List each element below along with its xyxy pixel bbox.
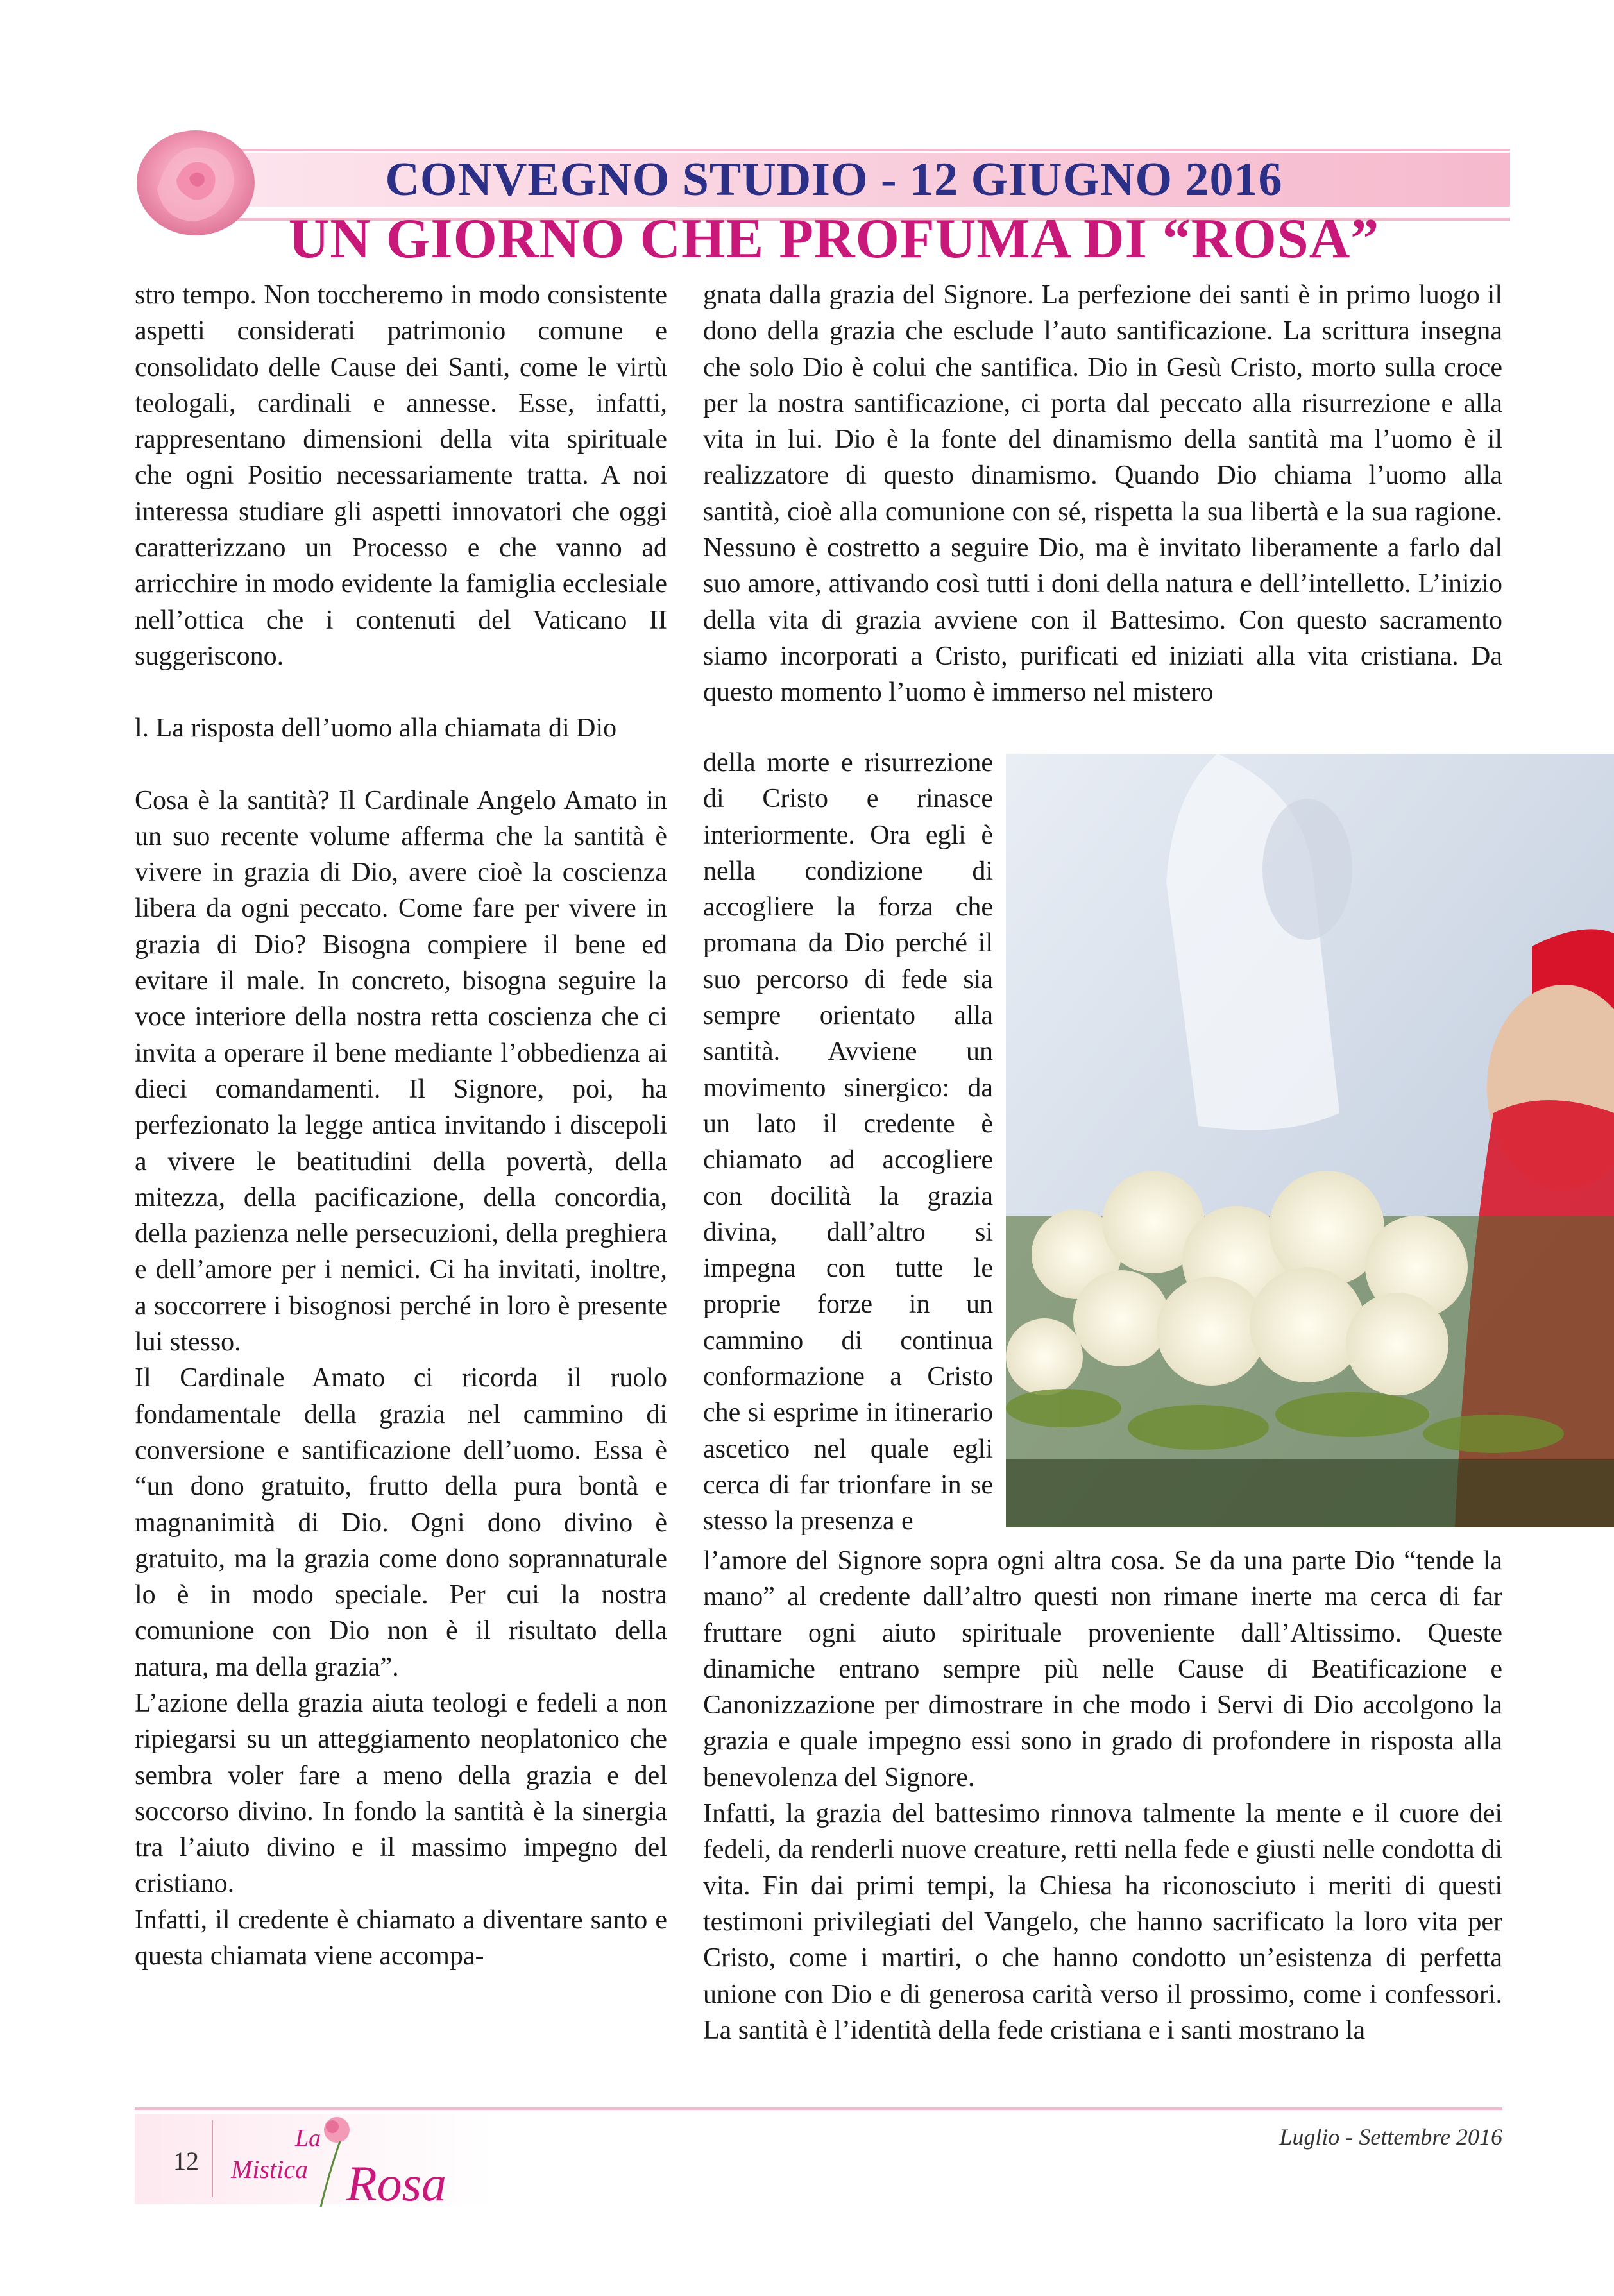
magazine-logo-la: La (295, 2125, 321, 2152)
right-column-top (703, 277, 1502, 711)
paragraph: Infatti, il credente è chiamato a diventare santo e questa chiamata viene accompa- (135, 1905, 667, 1971)
page-title-line2: UN GIORNO CHE PROFUMA DI “ROSA” (288, 208, 1380, 270)
paragraph: l’amore del Signore sopra ogni altra cosa. Se da una parte Dio “tende la mano” al credente dall’altro questi non rimane inerte ma cerca di far fruttare ogni aiuto spirituale proveniente dall’Altissimo. Queste dinamiche entrano sempre più nelle Cause di Beatificazione e Canonizzazione per dimostrare in che modo i Servi di Dio accolgono la grazia e quale impegno essi sono in grado di profondere in risposta alla benevolenza del Signore. (703, 1546, 1502, 1792)
section-heading: l. La risposta dell’uomo alla chiamata di Dio (135, 713, 617, 744)
cardinal-photo (1006, 754, 1614, 1527)
right-column-wrap (703, 745, 993, 1540)
paragraph: stro tempo. Non toccheremo in modo consistente aspetti considerati patrimonio comune e consolidato delle Cause dei Santi, come le virtù teologali, cardinali e annesse. Esse, infatti, rappresentano dimensioni della vita spirituale che ogni Positio necessariamente tratta. A noi interessa studiare gli aspetti innovatori che oggi caratterizzano un Processo e che vanno ad arricchire in modo evidente la famiglia ecclesiale nell’ottica che i contenuti del Vaticano II suggeriscono. (135, 280, 667, 671)
footer-rule (135, 2107, 1502, 2110)
magazine-logo (218, 2111, 488, 2213)
paragraph: Il Cardinale Amato ci ricorda il ruolo fondamentale della grazia nel cammino di conversione e santificazione dell’uomo. Essa è “un dono gratuito, frutto della pura bontà e magnanimità di Dio. Ogni dono divino è gratuito, ma la grazia come dono soprannaturale lo è in modo speciale. Per cui la nostra comunione con Dio non è il risultato della natura, ma della grazia”. (135, 1363, 667, 1682)
magazine-logo-rosa: Rosa (346, 2156, 446, 2211)
paragraph: della morte e risurrezione di Cristo e rinasce interiormente. Ora egli è nella condizione di accogliere la forza che promana da Dio perché il suo percorso di fede sia sempre orientato alla santità. Avviene un movimento sinergico: da un lato il credente è chiamato ad accogliere con docilità la grazia divina, dall’altro si impegna con tutte le proprie forze in un cammino di continua conformazione a Cristo che si esprime in itinerario ascetico nel quale egli cerca di far trionfare in se stesso la presenza e (703, 748, 993, 1536)
issue-date: Luglio - Settembre 2016 (1279, 2124, 1502, 2150)
footer-divider (212, 2120, 213, 2197)
page-number: 12 (173, 2147, 199, 2175)
paragraph: gnata dalla grazia del Signore. La perfezione dei santi è in primo luogo il dono della grazia che esclude l’auto santificazione. La scrittura insegna che solo Dio è colui che santifica. Dio in Gesù Cristo, morto sulla croce per la nostra santificazione, ci porta dal peccato alla risurrezione e alla vita in lui. Dio è la fonte del dinamismo della santità ma l’uomo è il realizzatore di questo dinamismo. Quando Dio chiama l’uomo alla santità, cioè alla comunione con sé, rispetta la sua libertà e la sua ragione. Nessuno è costretto a seguire Dio, ma è invitato liberamente a farlo dal suo amore, attivando così tutti i doni della natura e dell’intelletto. L’inizio della vita di grazia avviene con il Battesimo. Con questo sacramento siamo incorporati a Cristo, purificati ed iniziati alla vita cristiana. Da questo momento l’uomo è immerso nel mistero (703, 280, 1502, 708)
page-title-line1: CONVEGNO STUDIO - 12 GIUGNO 2016 (385, 153, 1283, 206)
header-top-rule (166, 149, 1510, 151)
left-column (135, 277, 667, 1974)
right-column-bottom (703, 1543, 1502, 2048)
paragraph: L’azione della grazia aiuta teologi e fedeli a non ripiegarsi su un atteggiamento neoplatonico che sembra voler fare a meno della grazia e del soccorso divino. In fondo la santità è la sinergia tra l’aiuto divino e il massimo impegno del cristiano. (135, 1688, 667, 1899)
paragraph: Infatti, la grazia del battesimo rinnova talmente la mente e il cuore dei fedeli, da renderli nuove creature, retti nella fede e giusti nelle condotta di vita. Fin dai primi tempi, la Chiesa ha riconosciuto i meriti di questi testimoni privilegiati del Vangelo, che hanno sacrificato la loro vita per Cristo, come i martiri, o che hanno condotto un’esistenza di perfetta unione con Dio e di generosa carità verso il prossimo, come i confessori. La santità è l’identità della fede cristiana e i santi mostrano la (703, 1799, 1502, 2045)
magazine-logo-mistica: Mistica (231, 2155, 308, 2184)
paragraph: Cosa è la santità? Il Cardinale Angelo Amato in un suo recente volume afferma che la santità è vivere in grazia di Dio, avere cioè la coscienza libera da ogni peccato. Come fare per vivere in grazia di Dio? Bisogna compiere il bene ed evitare il male. In concreto, bisogna seguire la voce interiore della nostra retta coscienza che ci invita a operare il bene mediante l’obbedienza ai dieci comandamenti. Il Signore, poi, ha perfezionato la legge antica invitando i discepoli a vivere le beatitudini della povertà, della mitezza, della pacificazione, della concordia, della pazienza nelle persecuzioni, della preghiera e dell’amore per i nemici. Ci ha invitati, inoltre, a soccorrere i bisognosi perché in loro è presente lui stesso. (135, 785, 667, 1357)
